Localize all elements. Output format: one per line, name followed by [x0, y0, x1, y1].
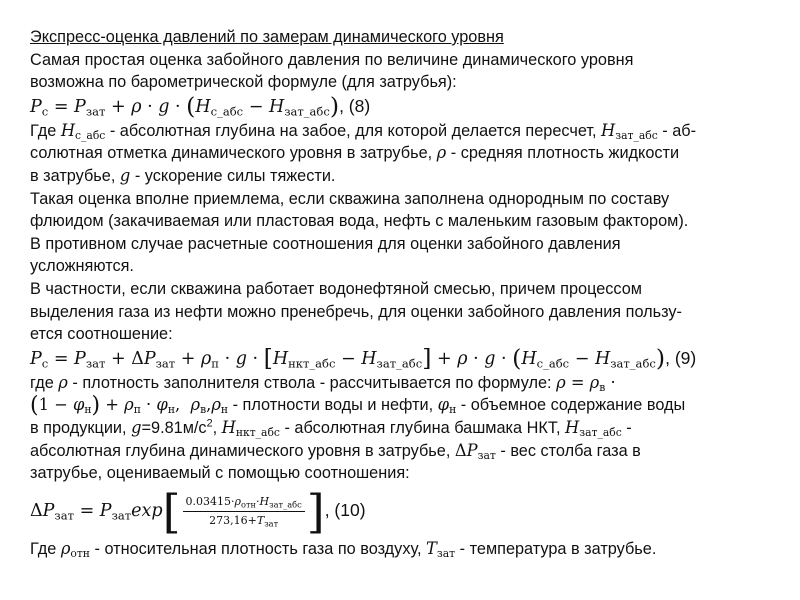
formula-9-tag: , (9) — [665, 347, 697, 368]
definitions-9: где ρ - плотность заполнителя ствола - рассчитывается по формуле: $\rho = \rho_в$ · $(1 - \varphi_н) + \rho_п \cdot \varphi_н$, $\rho_в,\rho_н$ - плотности воды и нефти, $\varphi_н$ - объемное содержание воды в продукции, $g=9.81м/с^2$, $H_{нкт\_абс}$ - абсолютная глубина башмака НКТ, $H_{зат\_абс}$ - абсолютная глубина динамического уровня в затрубье, $\Delta P_{зат}$ - вес столба газа в затрубье, оцениваемый с помощью соотношения: — [30, 372, 686, 483]
paragraph-otherwise: В противном случае расчетные соотношения для оценки забойного давления усложняются. — [30, 234, 621, 276]
formula-10: $\Delta P_{зат} = P_{зат}\exp$[ $\frac{0.03415\cdot\rho_{отн}\cdot H_{зат\_абс}}{273,16+T_{зат}}$ ], (10) — [30, 484, 366, 539]
formula-10-tag: , (10) — [324, 499, 366, 520]
paragraph-homogeneous: Такая оценка вполне приемлема, если скважина заполнена однородным по составу флюидом (закачиваемая или пластовая вода, нефть с маленьким газовым фактором). — [30, 189, 689, 231]
paragraph-intro: Самая простая оценка забойного давления по величине динамического уровня возможна по барометрической формуле (для затрубья): — [30, 50, 634, 92]
formula-10-fraction: $\frac{0.03415\cdot\rho_{отн}\cdot H_{зат\_абс}}{273,16+T_{зат}}$ — [183, 495, 305, 528]
formula-8: $P_с = P_{зат} + \rho \cdot g \cdot (H_{с\_абс} - H_{зат\_абс})$, (8) — [30, 91, 371, 120]
document-page — [30, 26, 775, 560]
document-title: Экспресс-оценка давлений по замерам динамического уровня — [30, 28, 504, 46]
formula-8-tag: , (8) — [339, 95, 371, 116]
definitions-8: Где $H_{с\_абс}$ - абсолютная глубина на забое, для которой делается пересчет, $H_{зат\_абс} - аб-$ солютная отметка динамического уровня в затрубье, ρ - средняя плотность жидкости в затрубье, g - ускорение силы тяжести. — [30, 120, 697, 185]
paragraph-mixture: В частности, если скважина работает водонефтяной смесью, причем процессом выделения газа из нефти можно пренебречь, для оценки забойного давления пользу- ется соотношение: — [30, 279, 682, 344]
formula-9: $P_с = P_{зат} + \Delta P_{зат} + \rho_п \cdot g \cdot [H_{нкт\_абс} - H_{зат\_абс}] + \rho \cdot g \cdot (H_{с\_абс} - H_{зат\_абс})$, (9) — [30, 343, 697, 372]
definitions-10: Где $\rho_{отн}$ - относительная плотность газа по воздуху, $T_{зат}$ - температура в затрубье. — [30, 538, 657, 560]
